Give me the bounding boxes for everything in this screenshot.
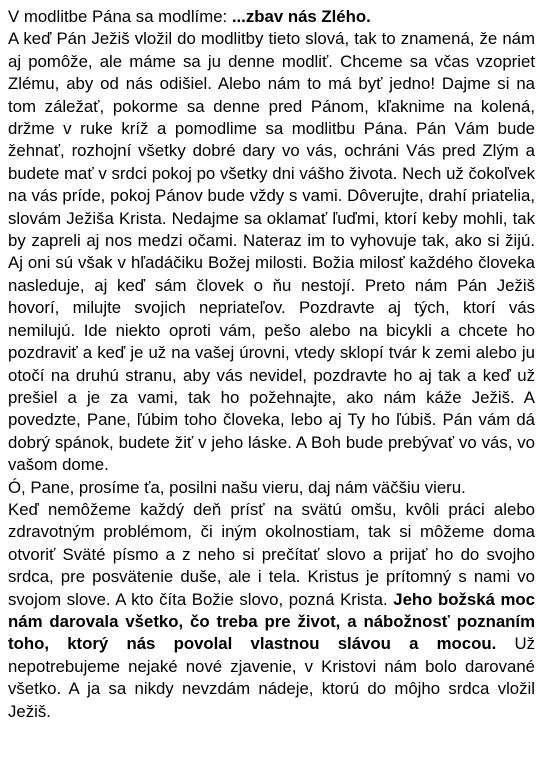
paragraph-3-text-start: Keď nemôžeme každý deň prísť na svätú omšu, kvôli práci alebo zdravotným problémom, či iným okolnostiam, tak si môžeme doma otvoriť Sväté písmo a z neho si prečítať slovo a prijať ho do svojho srdca, pre posvätenie duše, ale i tela. Kristus je prítomný s nami vo svojom slove. A kto číta Božie slovo, pozná Krista. (8, 499, 535, 609)
intro-line (8, 6, 535, 28)
intro-text: V modlitbe Pána sa modlíme: (8, 7, 232, 26)
paragraph-1: A keď Pán Ježiš vložil do modlitby tieto slová, tak to znamená, že nám aj pomôže, ale máme sa ju denne modliť. Chceme sa včas vzopriet Zlému, aby od nás odišiel. Alebo nám to má byť jedno! Dajme si na tom záležať, pokorme sa denne pred Pánom, kľaknime na kolená, držme v ruke kríž a pomodlime sa modlitbu Pána. Pán Vám bude žehnať, rozhojní všetky dobré dary vo vás, ochráni Vás pred Zlým a budete mať v srdci pokoj po všetky dni vášho života. Nech už čokoľvek na vás príde, pokoj Pánov bude vždy s vami. Dôverujte, drahí priatelia, slovám Ježiša Krista. Nedajme sa oklamať ľuďmi, ktorí keby mohli, tak by zapreli aj nos medzi očami. Nateraz im to vyhovuje tak, ako si žijú. Aj oni sú však v hľadáčiku Božej milosti. Božia milosť každého človeka nasleduje, aj keď sám človek o ňu nestojí. Preto nám Pán Ježiš hovorí, milujte svojich nepriateľov. Pozdravte aj tých, ktorí vás nemilujú. Ide niekto oproti vám, pešo alebo na bicykli a chcete ho pozdraviť a keď je už na vašej úrovni, vtedy sklopí tvár k zemi alebo ju otočí na druhú stranu, aby vás nevidel, pozdravte ho aj tak a keď už prešiel a je za vami, tak ho požehnajte, ako nám káže Ježiš. A povedzte, Pane, ľúbim toho človeka, lebo aj Ty ho ľúbiš. Pán vám dá dobrý spánok, budete žiť v jeho láske. A Boh bude prebývať vo vás, vo vašom dome. (8, 29, 535, 475)
paragraph-3-text-end: Už nepotrebujeme nejaké nové zjavenie, v Kristovi nám bolo darované všetko. A ja sa nikdy nevzdám nádeje, ktorú do môjho srdca vložil Ježiš. (8, 634, 536, 721)
intro-emphasis: ...zbav nás Zlého. (231, 7, 371, 26)
paragraph-2: Ó, Pane, prosíme ťa, posilni našu vieru, daj nám väčšiu vieru. (8, 477, 466, 497)
paragraph-3 (8, 499, 535, 723)
paragraph-3-emphasis: Jeho božská moc nám darovala všetko, čo treba pre život, a nábožnosť poznaním toho, ktorý nás povolal vlastnou slávou a mocou. (8, 589, 536, 654)
